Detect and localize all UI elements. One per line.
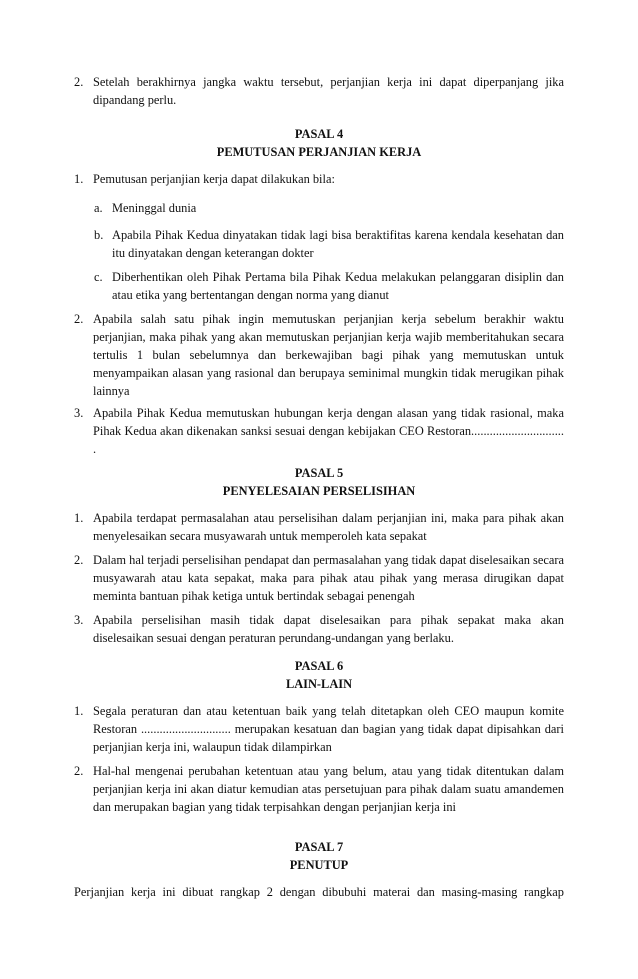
item-number: 2. <box>74 312 84 326</box>
item-text: Apabila perselisihan masih tidak dapat diselesaikan para pihak sepakat maka akan diselesaikan sesuai dengan peraturan perundang-undangan yang berlaku. <box>93 613 564 645</box>
pasal-5-subtitle: PENYELESAIAN PERSELISIHAN <box>222 484 416 498</box>
sub-item-letter: b. <box>94 228 104 242</box>
item-text: Setelah berakhirnya jangka waktu tersebut, perjanjian kerja ini dapat diperpanjang jika dipandang perlu. <box>93 75 564 107</box>
list-item <box>74 310 564 400</box>
item-number: 2. <box>74 553 84 567</box>
list-item <box>74 611 564 647</box>
item-text: Hal-hal mengenai perubahan ketentuan atau yang belum, atau yang tidak ditentukan dalam perjanjian kerja ini akan diatur kemudian atas persetujuan para pihak dalam suatu amandemen dan merupakan bagian yang tidak terpisahkan dengan perjanjian kerja ini <box>93 764 564 814</box>
pasal-6-title: PASAL 6 <box>294 659 344 673</box>
item-text: Apabila terdapat permasalahan atau perselisihan dalam perjanjian ini, maka para pihak akan menyelesaikan secara musyawarah untuk memperoleh kata sepakat <box>93 511 564 543</box>
list-item <box>74 762 564 816</box>
list-item <box>74 509 564 545</box>
list-item <box>74 404 564 458</box>
sub-item-text: Apabila Pihak Kedua dinyatakan tidak lagi bisa beraktifitas karena kendala kesehatan dan itu dinyatakan dengan keterangan dokter <box>112 228 564 260</box>
sub-list-item <box>94 268 564 304</box>
sub-list-item <box>94 199 564 217</box>
pasal-4-subtitle: PEMUTUSAN PERJANJIAN KERJA <box>216 145 422 159</box>
item-number: 1. <box>74 172 84 186</box>
list-item <box>74 73 564 109</box>
item-number: 2. <box>74 764 84 778</box>
pasal-6-subtitle: LAIN-LAIN <box>285 677 353 691</box>
item-number: 1. <box>74 704 84 718</box>
item-number: 3. <box>74 406 84 420</box>
pasal-5-title: PASAL 5 <box>294 466 344 480</box>
pasal-7-title: PASAL 7 <box>294 840 344 854</box>
closing-paragraph: Perjanjian kerja ini dibuat rangkap 2 dengan dibubuhi materai dan masing-masing rangkap <box>74 885 564 899</box>
sub-list-item <box>94 226 564 262</box>
list-item <box>74 170 564 188</box>
item-text: Dalam hal terjadi perselisihan pendapat dan permasalahan yang tidak dapat diselesaikan secara musyawarah atau kata sepakat, maka para pihak atau pihak yang merasa dirugikan dapat meminta bantuan pihak ketiga untuk bertindak sebagai penengah <box>93 553 564 603</box>
item-text: Apabila Pihak Kedua memutuskan hubungan kerja dengan alasan yang tidak rasional, maka Pihak Kedua akan dikenakan sanksi sesuai dengan kebijakan CEO Restoran.............................. . <box>93 406 564 456</box>
list-item <box>74 702 564 756</box>
list-item <box>74 551 564 605</box>
sub-item-letter: c. <box>94 270 103 284</box>
item-text: Apabila salah satu pihak ingin memutuskan perjanjian kerja sebelum berakhir waktu perjanjian, maka pihak yang akan memutuskan perjanjian kerja wajib memberitahukan secara tertulis 1 bulan sebelumnya dan berkewajiban bagi pihak yang memutuskan untuk menyampaikan alasan yang rasional dan berupaya seminimal mungkin tidak merugikan pihak lainnya <box>93 312 564 398</box>
item-number: 1. <box>74 511 84 525</box>
sub-item-text: Meninggal dunia <box>112 201 197 215</box>
item-number: 2. <box>74 75 84 89</box>
pasal-4-title: PASAL 4 <box>294 127 344 141</box>
item-text: Pemutusan perjanjian kerja dapat dilakukan bila: <box>93 172 335 186</box>
pasal-7-subtitle: PENUTUP <box>289 858 349 872</box>
sub-item-letter: a. <box>94 201 103 215</box>
sub-item-text: Diberhentikan oleh Pihak Pertama bila Pihak Kedua melakukan pelanggaran disiplin dan atau etika yang bertentangan dengan norma yang dianut <box>112 270 564 302</box>
item-text: Segala peraturan dan atau ketentuan baik yang telah ditetapkan oleh CEO maupun komite Restoran ............................. merupakan kesatuan dan bagian yang tidak dapat dipisahkan dari perjanjian kerja ini, walaupun tidak dilampirkan <box>93 704 564 754</box>
item-number: 3. <box>74 613 84 627</box>
